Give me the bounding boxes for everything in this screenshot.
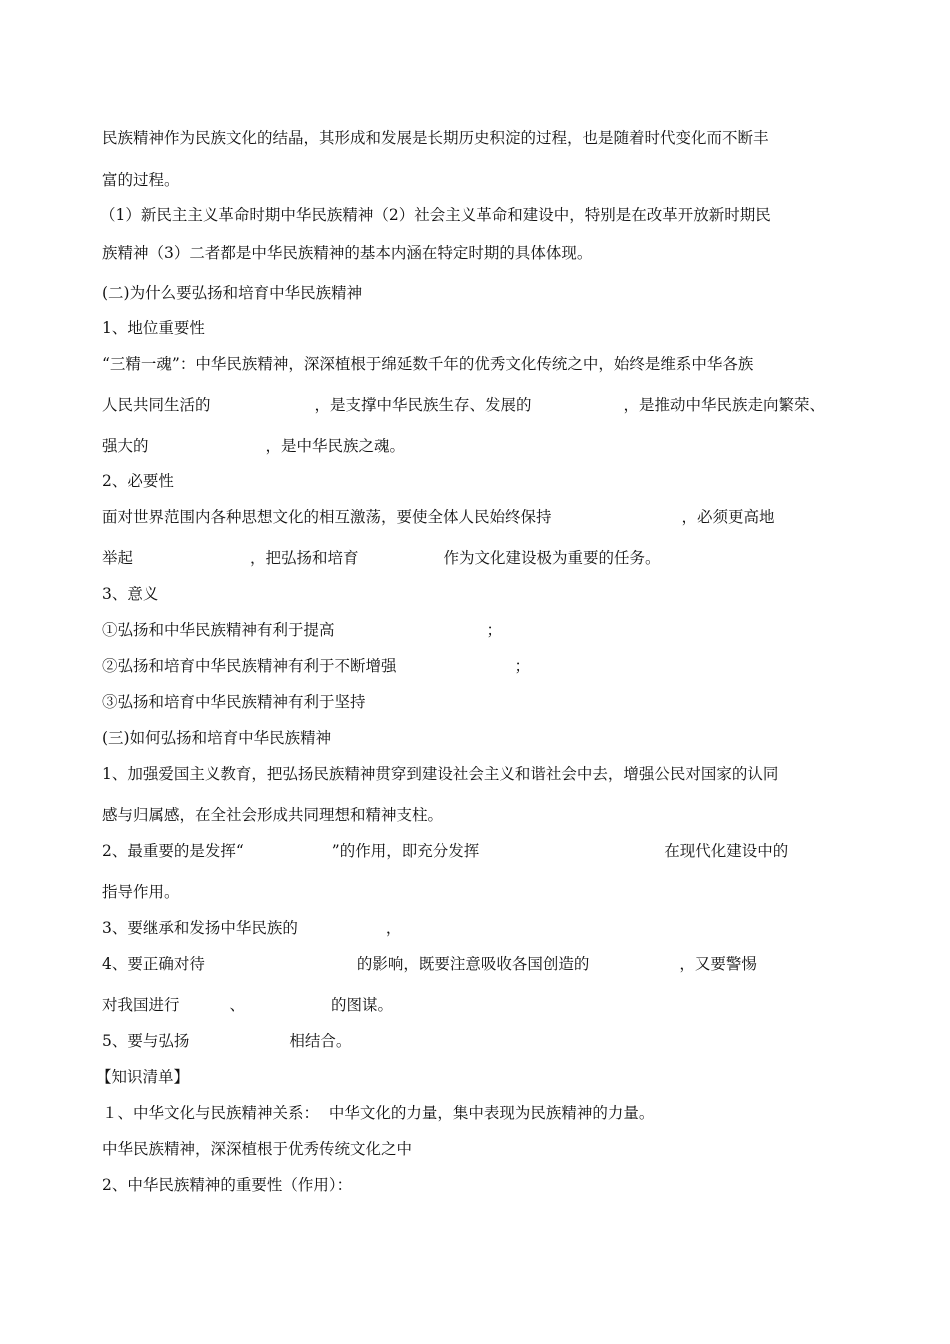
text-segment: ，是中华民族之魂。 [265, 437, 406, 455]
paragraph-line: 指导作用。 [102, 883, 180, 901]
text-segment: 2、最重要的是发挥“ [102, 842, 244, 860]
text-segment: 在现代化建设中的 [664, 842, 789, 860]
text-segment: 面对世界范围内各种思想文化的相互激荡，要使全体人民始终保持 [102, 508, 552, 526]
text-segment: 强大的 [102, 437, 149, 455]
text-segment: ，必须更高地 [681, 508, 775, 526]
fill-blank-line [102, 841, 788, 861]
subsection-title: 1、地位重要性 [102, 319, 205, 337]
subsection-title: 3、意义 [102, 585, 159, 603]
list-item [102, 620, 502, 640]
paragraph-line: １、中华文化与民族精神关系： 中华文化的力量，集中表现为民族精神的力量。 [102, 1104, 655, 1122]
text-segment: ，是推动中华民族走向繁荣、 [623, 396, 826, 414]
paragraph-line: （1）新民主主义革命时期中华民族精神（2）社会主义革命和建设中，特别是在改革开放新时期民 [100, 206, 771, 224]
text-segment: 举起 [102, 549, 134, 567]
text-segment: ，又要警惕 [679, 955, 757, 973]
paragraph-line: 中华民族精神，深深植根于优秀传统文化之中 [102, 1140, 413, 1158]
text-segment: ，是支撑中华民族生存、发展的 [314, 396, 532, 414]
paragraph-line: 2、中华民族精神的重要性（作用）： [102, 1176, 353, 1194]
text-segment: 4、要正确对待 [102, 955, 205, 973]
section-heading: (二)为什么要弘扬和培育中华民族精神 [102, 284, 363, 302]
paragraph-line: 1、加强爱国主义教育，把弘扬民族精神贯穿到建设社会主义和谐社会中去，增强公民对国家的认同 [102, 765, 779, 783]
section-heading: (三)如何弘扬和培育中华民族精神 [102, 729, 332, 747]
text-segment: 作为文化建设极为重要的任务。 [443, 549, 661, 567]
subsection-title: 2、必要性 [102, 472, 174, 490]
text-segment: ②弘扬和培育中华民族精神有利于不断增强 [102, 657, 397, 675]
paragraph-line: 族精神（3）二者都是中华民族精神的基本内涵在特定时期的具体体现。 [102, 244, 593, 262]
fill-blank-line [102, 548, 661, 568]
text-segment: 相结合。 [289, 1032, 352, 1050]
text-segment: ”的作用，即充分发挥 [331, 842, 480, 860]
text-segment: ； [514, 657, 531, 675]
paragraph-line: 民族精神作为民族文化的结晶，其形成和发展是长期历史积淀的过程，也是随着时代变化而不断丰 [102, 129, 769, 147]
fill-blank-line [102, 507, 775, 527]
fill-blank-line [102, 954, 757, 974]
fill-blank-line [102, 395, 825, 415]
text-segment: 5、要与弘扬 [102, 1032, 190, 1050]
text-segment: ，把弘扬和培育 [250, 549, 359, 567]
paragraph-line: 感与归属感，在全社会形成共同理想和精神支柱。 [102, 806, 444, 824]
paragraph-line: “三精一魂”：中华民族精神，深深植根于绵延数千年的优秀文化传统之中，始终是维系中华各族 [102, 355, 754, 373]
text-segment: ， [385, 919, 402, 937]
text-segment: 、 [229, 996, 246, 1014]
text-segment: ①弘扬和中华民族精神有利于提高 [102, 621, 335, 639]
paragraph-line: 富的过程。 [102, 171, 180, 189]
text-segment: ； [486, 621, 503, 639]
fill-blank-line [102, 1031, 351, 1051]
text-segment: 人民共同生活的 [102, 396, 211, 414]
list-item [102, 656, 530, 676]
text-segment: 的影响，既要注意吸收各国创造的 [356, 955, 590, 973]
knowledge-heading: 【知识清单】 [96, 1068, 190, 1086]
fill-blank-line [102, 436, 405, 456]
text-segment: 的图谋。 [331, 996, 394, 1014]
fill-blank-line [102, 918, 401, 938]
text-segment: 3、要继承和发扬中华民族的 [102, 919, 298, 937]
fill-blank-line [102, 995, 393, 1015]
list-item: ③弘扬和培育中华民族精神有利于坚持 [102, 693, 366, 711]
text-segment: 对我国进行 [102, 996, 180, 1014]
